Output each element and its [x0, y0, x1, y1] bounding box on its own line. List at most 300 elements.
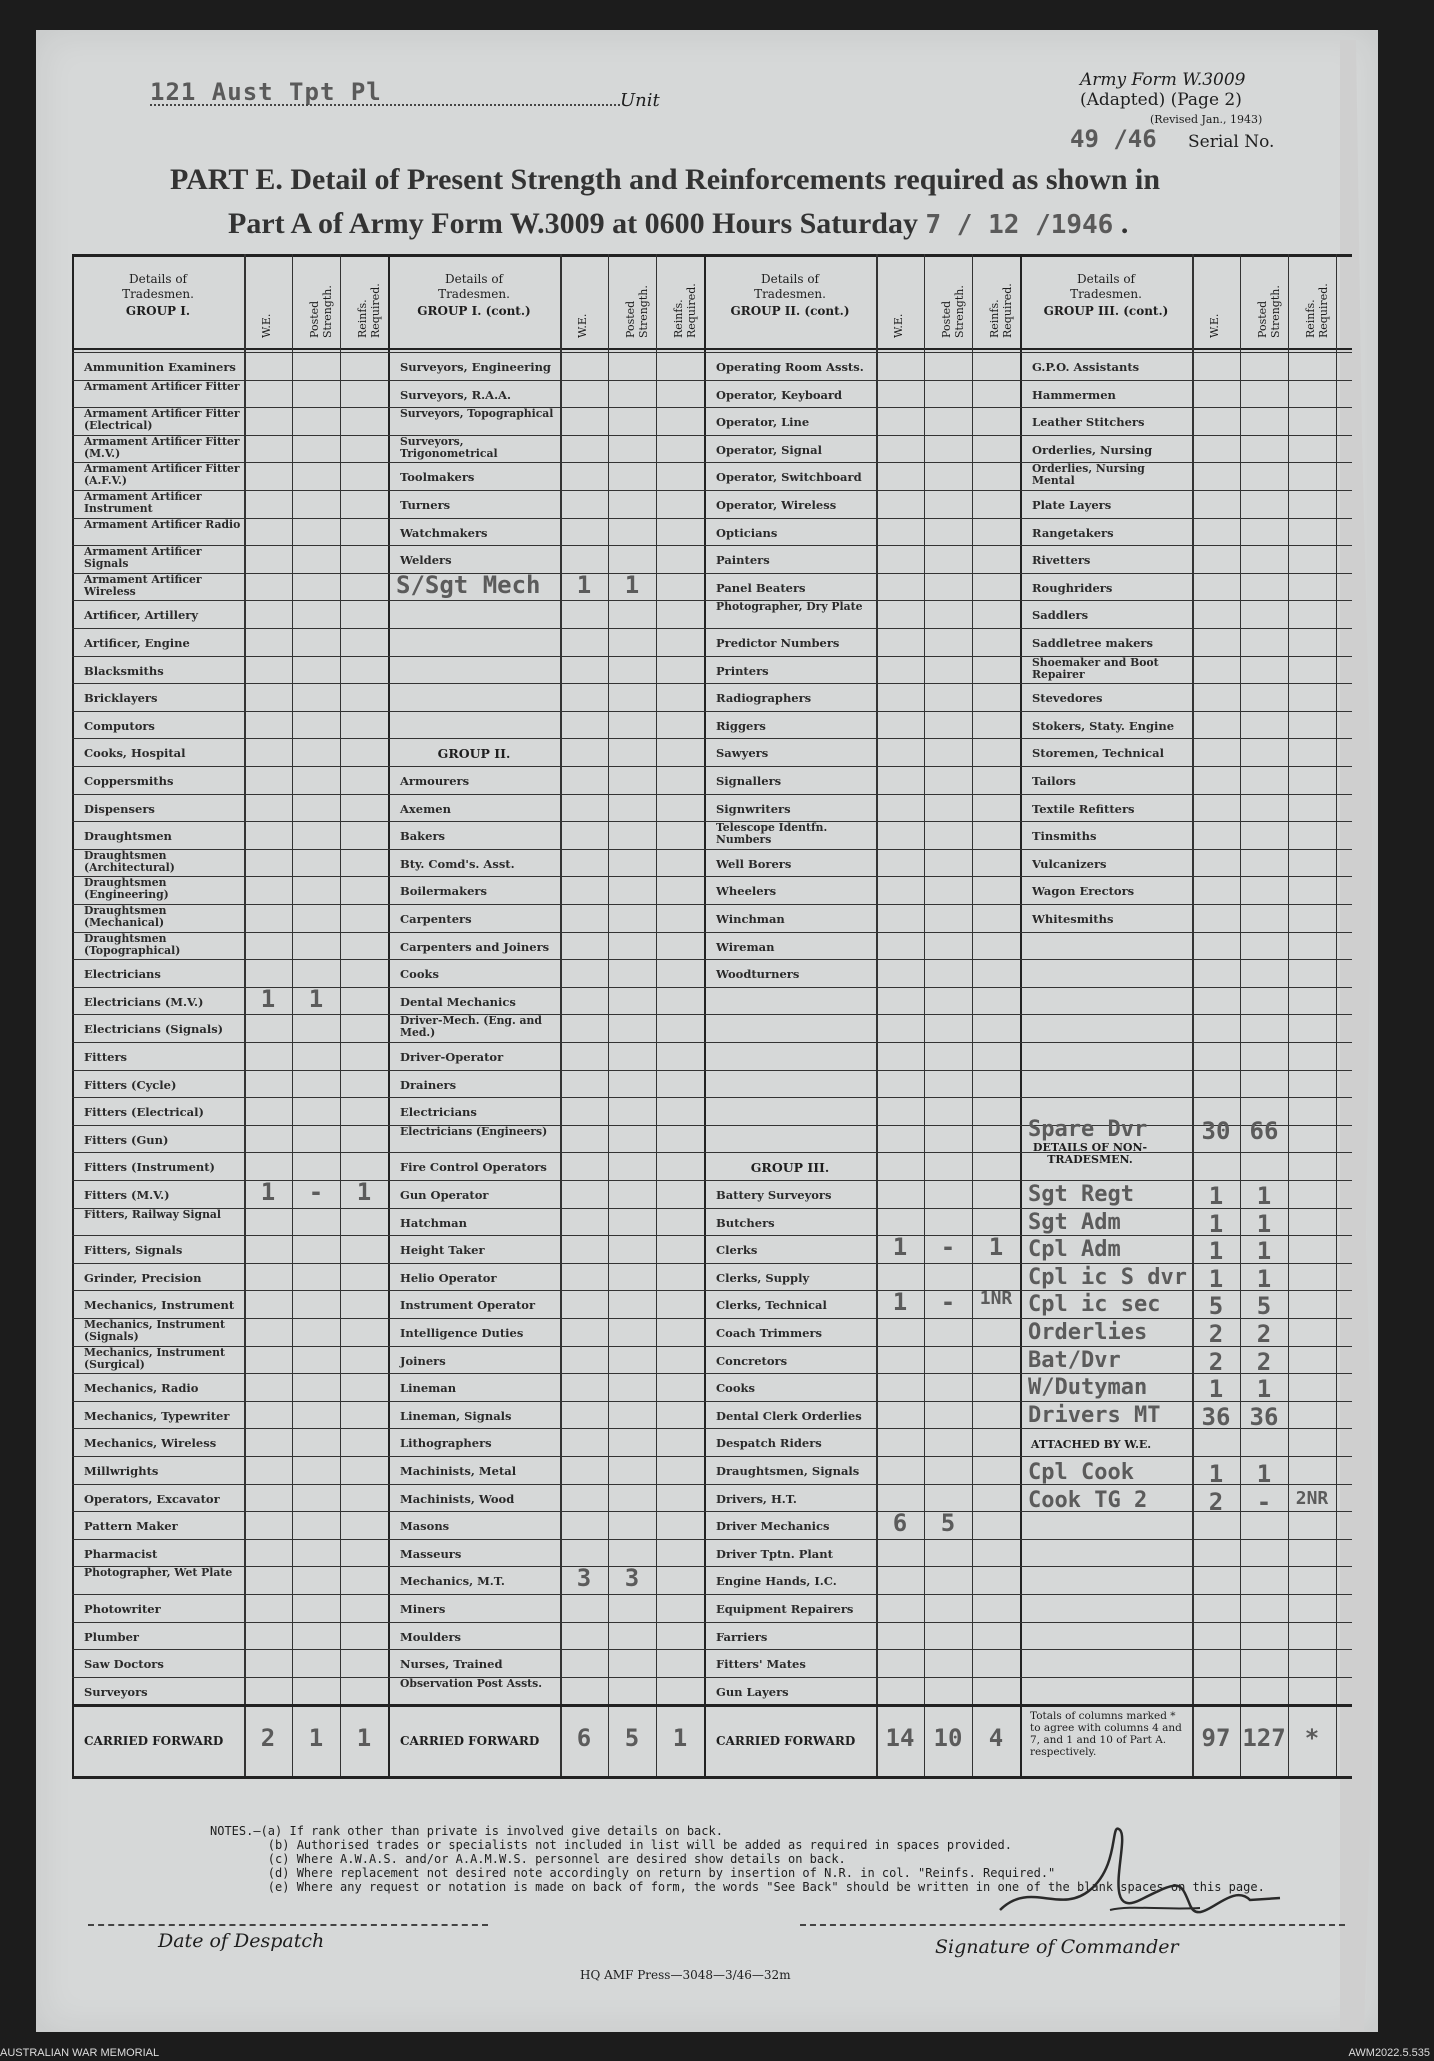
trade-row-label: Draughtsmen, Signals	[716, 1464, 860, 1478]
trade-row-label: Intelligence Duties	[400, 1326, 524, 1340]
trade-row-label: Grinder, Precision	[84, 1270, 202, 1285]
tradesmen-label: Tradesmen.	[754, 287, 826, 301]
entry-value: 1	[308, 984, 324, 1013]
non-tradesman-value: 2NR	[1295, 1487, 1329, 1509]
trade-row-label: Wireman	[716, 939, 775, 954]
row-rule	[72, 711, 1352, 712]
trade-row-label: Electricians (Engineers)	[400, 1124, 548, 1138]
entry-value: 1	[576, 570, 592, 599]
non-tradesman-value: 2	[1256, 1320, 1272, 1348]
row-rule	[72, 1263, 1352, 1264]
non-tradesman-value: 1	[1208, 1264, 1224, 1293]
entry-value: -	[940, 1288, 956, 1317]
trade-row-label: Cooks, Hospital	[84, 746, 186, 761]
row-rule	[72, 1401, 1352, 1402]
row-rule	[72, 1428, 1352, 1429]
tradesmen-label: Tradesmen.	[122, 287, 194, 301]
trade-row-label: Lineman	[400, 1381, 457, 1396]
non-tradesman-value: 1	[1208, 1209, 1224, 1238]
trade-row-label: Photographer, Dry Plate	[716, 600, 863, 614]
trade-row-label: Bty. Comd's. Asst.	[400, 856, 515, 871]
trade-row-label: Leather Stitchers	[1032, 415, 1145, 430]
trade-row-label: Drainers	[400, 1077, 457, 1092]
carried-forward-value: 2	[260, 1724, 276, 1753]
signature-of-commander-label: Signature of Commander	[935, 1936, 1179, 1958]
row-rule	[72, 1097, 1352, 1098]
entry-value: 1	[892, 1233, 908, 1262]
trade-row-label: Plumber	[84, 1629, 139, 1644]
non-tradesmen-heading: DETAILS OF NON-TRADESMEN.	[1032, 1141, 1148, 1167]
trade-row-label: Photographer, Wet Plate	[84, 1566, 233, 1580]
trade-row-label: Computors	[84, 718, 155, 733]
total-value: 97	[1201, 1724, 1231, 1753]
trade-row-label: Clerks, Supply	[716, 1270, 810, 1285]
non-tradesman-value: 2	[1256, 1347, 1272, 1376]
trade-row-label: Well Borers	[716, 856, 792, 871]
group-heading: GROUP III.	[750, 1160, 830, 1176]
despatch-line	[88, 1924, 488, 1926]
trade-row-label: G.P.O. Assistants	[1032, 360, 1140, 374]
row-rule	[72, 545, 1352, 546]
non-tradesman-value: 1	[1256, 1375, 1272, 1404]
non-tradesman-value: 36	[1201, 1402, 1231, 1431]
trade-row-label: Fitters (Instrument)	[84, 1160, 215, 1175]
archive-id: AWM2022.5.535	[1348, 2047, 1430, 2059]
trade-row-label: Mechanics, Typewriter	[84, 1408, 230, 1423]
non-tradesman-value: 66	[1249, 1116, 1279, 1145]
trade-row-label: Lithographers	[400, 1436, 492, 1451]
reinfs-required-header: Reinfs. Required.	[356, 283, 382, 338]
totals-note: Totals of columns marked * to agree with columns 4 and 7, and 1 and 10 of Part A. respectively.	[1030, 1710, 1182, 1759]
trade-row-label: Operator, Switchboard	[716, 470, 862, 485]
trade-row-label: Carpenters	[400, 912, 472, 926]
trade-row-label: Cooks	[716, 1381, 755, 1396]
row-rule	[72, 1042, 1352, 1043]
title-date: 7 / 12 /1946	[925, 210, 1114, 240]
row-rule	[72, 683, 1352, 684]
entry-value: -	[940, 1233, 956, 1262]
tradesmen-label: Tradesmen.	[1070, 287, 1142, 301]
trade-row-label: Nurses, Trained	[400, 1657, 503, 1672]
trade-row-label: Welders	[400, 553, 452, 568]
non-tradesman-value: 2	[1208, 1320, 1224, 1348]
carried-forward-value: 1	[356, 1724, 372, 1753]
trade-row-label: Fitters (Cycle)	[84, 1077, 177, 1092]
entry-value: 1	[624, 570, 640, 599]
trade-row-label: Saddlers	[1032, 608, 1089, 623]
we-header: W.E.	[1208, 313, 1221, 338]
trade-row-label: Moulders	[400, 1629, 462, 1644]
trade-row-label: Textile Refitters	[1032, 801, 1135, 816]
row-rule	[72, 1511, 1352, 1512]
total-value: 127	[1242, 1724, 1286, 1753]
title-line1: PART E. Detail of Present Strength and Reinforcements required as shown in	[170, 163, 1161, 196]
trade-row-label: Vulcanizers	[1032, 856, 1107, 871]
trade-row-label: Electricians (M.V.)	[84, 994, 204, 1009]
entry-value: 1NR	[979, 1288, 1013, 1310]
unit-dotted-line	[150, 104, 620, 106]
trade-row-label: Operating Room Assts.	[716, 360, 864, 374]
trade-row-label: Photowriter	[84, 1602, 161, 1616]
trade-row-label: Ammunition Examiners	[84, 360, 236, 374]
group-head: GROUP III. (cont.)	[1043, 304, 1169, 318]
row-rule	[72, 1622, 1352, 1623]
trade-row-label: Driver Tptn. Plant	[716, 1546, 833, 1561]
trade-row-label: Rangetakers	[1032, 525, 1114, 540]
attached-heading: ATTACHED BY W.E.	[1030, 1438, 1152, 1452]
details-of-label: Details of	[128, 272, 187, 286]
trade-row-label: Surveyors, Topographical	[400, 407, 554, 421]
trade-row-label: Printers	[716, 663, 769, 678]
trade-row-label: Hatchman	[400, 1215, 467, 1230]
non-tradesman-value: 1	[1256, 1237, 1272, 1266]
trade-row-label: Instrument Operator	[400, 1298, 536, 1313]
trade-row-label: Bakers	[400, 829, 445, 844]
reinfs-required-header: Reinfs. Required.	[1304, 283, 1330, 338]
trade-row-label: Cooks	[400, 967, 439, 982]
row-rule	[72, 1566, 1352, 1567]
unit-label: Unit	[620, 90, 660, 111]
non-tradesman-value: 1	[1256, 1460, 1272, 1488]
reinfs-required-header: Reinfs. Required.	[672, 283, 698, 338]
row-rule	[72, 1208, 1352, 1209]
row-rule	[72, 904, 1352, 905]
trade-row-label: Electricians	[84, 967, 161, 982]
trade-row-label: Stokers, Staty. Engine	[1032, 718, 1175, 733]
title-line2: Part A of Army Form W.3009 at 0600 Hours Saturday	[228, 207, 918, 240]
trade-row-label: Armourers	[400, 774, 470, 788]
trade-row-label: Signallers	[716, 774, 782, 788]
carried-forward-label: CARRIED FORWARD	[84, 1734, 224, 1749]
row-rule	[72, 1290, 1352, 1291]
unit-value: 121 Aust Tpt Pl	[150, 78, 382, 106]
non-tradesman-entry: Sgt Adm	[1028, 1209, 1121, 1235]
row-rule	[72, 1649, 1352, 1650]
trade-row-label: Stevedores	[1032, 691, 1103, 706]
trade-row-label: Equipment Repairers	[716, 1602, 854, 1616]
date-of-despatch-label: Date of Despatch	[158, 1930, 325, 1952]
tradesmen-label: Tradesmen.	[438, 287, 510, 301]
carried-forward-value: 4	[988, 1724, 1004, 1753]
trade-row-label: Blacksmiths	[84, 663, 164, 678]
trade-row-label: Operator, Line	[716, 415, 810, 430]
trade-row-label: Bricklayers	[84, 691, 158, 706]
trade-row-label: Predictor Numbers	[716, 636, 840, 650]
entry-value: 1	[988, 1233, 1004, 1262]
form-reference	[1080, 70, 1262, 130]
trade-row-label: Rivetters	[1032, 553, 1091, 568]
column-header-details	[1020, 272, 1192, 319]
column-header-details	[388, 272, 560, 319]
title-end: .	[1120, 207, 1129, 240]
non-tradesman-value: 1	[1256, 1264, 1272, 1293]
trade-row-label: Driver Mechanics	[716, 1519, 830, 1534]
trade-row-label: Armament Artificer Radio	[84, 517, 241, 531]
trade-row-label: Fitters, Railway Signal	[84, 1207, 222, 1221]
notes: NOTES.—(a) If rank other than private is involved give details on back. (b) Authorised trades or specialists not included in list will be added as required in spaces provided. (c) Where A.W.A.S. and/or A.A.M.W.S. personnel are desired show details on back. (d) Where replacement not desired note accordingly on return by insertion of N.R. in col. "Reinfs. Required." (e) Where any request or notation is made on back of form, the words "See Back" should be written in one of the blank spaces on this page.	[210, 1824, 1265, 1894]
row-rule	[72, 1070, 1352, 1071]
trade-row-label: Masseurs	[400, 1546, 462, 1561]
non-tradesman-value: 1	[1208, 1182, 1224, 1210]
trade-row-label: Turners	[400, 498, 451, 512]
trade-row-label: Armament Artificer Fitter (Electrical)	[84, 407, 240, 433]
trade-row-label: Drivers, H.T.	[716, 1491, 797, 1506]
non-tradesman-entry: W/Dutyman	[1028, 1375, 1148, 1401]
carried-forward-value: 10	[933, 1724, 963, 1753]
trade-row-label: Radiographers	[716, 691, 812, 706]
non-tradesman-entry: Orderlies	[1028, 1320, 1148, 1345]
row-rule	[72, 959, 1352, 960]
trade-row-label: Wheelers	[716, 884, 777, 899]
trade-row-label: Draughtsmen (Architectural)	[84, 848, 175, 874]
trade-row-label: Tailors	[1032, 774, 1076, 788]
trade-row-label: Armament Artificer Signals	[84, 545, 202, 571]
non-tradesman-entry: Bat/Dvr	[1028, 1347, 1121, 1373]
row-rule	[72, 573, 1352, 574]
trade-row-label: Boilermakers	[400, 884, 487, 899]
trade-row-label: Carpenters and Joiners	[400, 939, 550, 954]
trade-row-label: Draughtsmen	[84, 829, 172, 844]
carried-forward-value: 5	[624, 1724, 640, 1753]
we-header: W.E.	[260, 313, 273, 338]
commander-signature	[990, 1820, 1290, 1930]
row-rule	[72, 1456, 1352, 1457]
trade-row-label: Fitters (M.V.)	[84, 1188, 170, 1202]
trade-row-label: Machinists, Metal	[400, 1464, 517, 1478]
column-header-details	[704, 272, 876, 319]
details-of-label: Details of	[1076, 272, 1135, 286]
non-tradesman-value: 36	[1249, 1402, 1279, 1431]
trade-row-label: Draughtsmen (Mechanical)	[84, 904, 167, 929]
non-tradesman-value: 1	[1208, 1460, 1224, 1488]
trade-row-label: Concretors	[716, 1353, 788, 1368]
non-tradesman-value: -	[1256, 1487, 1272, 1516]
page-title	[170, 158, 1280, 247]
reinfs-required-header: Reinfs. Required.	[988, 283, 1014, 338]
group-head: GROUP I. (cont.)	[417, 304, 531, 318]
trade-row-label: Watchmakers	[400, 525, 488, 540]
non-tradesman-value: 1	[1256, 1209, 1272, 1238]
trade-row-label: Armament Artificer Fitter (M.V.)	[84, 434, 240, 460]
trade-row-label: Telescope Identfn. Numbers	[716, 821, 828, 847]
press-imprint: HQ AMF Press—3048—3/46—32m	[580, 1968, 791, 1982]
non-tradesman-value: 2	[1208, 1347, 1224, 1376]
non-tradesman-value: 5	[1256, 1292, 1272, 1321]
form-ref-line2: (Adapted) (Page 2)	[1080, 90, 1242, 110]
trade-row-label: Clerks, Technical	[716, 1298, 827, 1313]
row-rule	[72, 380, 1352, 381]
trade-row-label: Mechanics, Wireless	[84, 1436, 217, 1451]
row-rule	[72, 1318, 1352, 1319]
trade-row-label: Operator, Keyboard	[716, 387, 843, 402]
trade-row-label: Whitesmiths	[1032, 912, 1114, 926]
trade-row-label: Observation Post Assts.	[400, 1676, 542, 1690]
trade-row-label: Coach Trimmers	[716, 1326, 822, 1340]
table-top-rule	[72, 254, 1352, 257]
trade-row-label: Draughtsmen (Topographical)	[84, 931, 181, 957]
entry-value: -	[308, 1178, 324, 1206]
posted-strength-header: Posted Strength.	[624, 285, 650, 338]
trade-row-label: Fitters (Electrical)	[84, 1105, 204, 1120]
trade-row-label: Saddletree makers	[1032, 636, 1153, 650]
trade-row-label: Operator, Wireless	[716, 498, 837, 512]
trade-row-label: Riggers	[716, 718, 766, 733]
column-header-details	[72, 272, 244, 319]
posted-strength-header: Posted Strength.	[940, 285, 966, 338]
trade-row-label: Armament Artificer Fitter (A.F.V.)	[84, 462, 240, 488]
trade-row-label: Gun Layers	[716, 1684, 789, 1699]
trade-row-label: Mechanics, Radio	[84, 1381, 199, 1396]
carried-forward-top-rule	[72, 1704, 1352, 1707]
trade-row-label: Armament Artificer Wireless	[84, 572, 202, 598]
row-rule	[72, 932, 1352, 933]
non-tradesman-value: 1	[1208, 1237, 1224, 1266]
row-rule	[72, 1235, 1352, 1236]
trade-row-label: Electricians	[400, 1105, 477, 1120]
trade-row-label: Roughriders	[1032, 580, 1113, 595]
trade-row-label: Miners	[400, 1602, 446, 1616]
trade-row-label: Masons	[400, 1519, 450, 1534]
we-header: W.E.	[576, 313, 589, 338]
trade-row-label: Wagon Erectors	[1032, 884, 1135, 899]
trade-row-label: Surveyors, Trigonometrical	[400, 434, 498, 460]
we-header: W.E.	[892, 313, 905, 338]
form-ref-line1: Army Form W.3009	[1080, 70, 1246, 90]
trade-row-label: Height Taker	[400, 1243, 485, 1258]
non-tradesman-entry: Cpl ic S dvr	[1028, 1264, 1187, 1290]
trade-row-label: Tinsmiths	[1032, 829, 1097, 844]
trade-row-label: Orderlies, Nursing Mental	[1032, 462, 1145, 488]
trade-row-label: Driver-Mech. (Eng. and Med.)	[400, 1014, 542, 1040]
non-tradesman-value: 5	[1208, 1292, 1224, 1321]
row-rule	[72, 435, 1352, 436]
trade-row-label: Pattern Maker	[84, 1519, 178, 1534]
row-rule	[72, 490, 1352, 491]
trade-row-label: Surveyors	[84, 1684, 148, 1699]
non-tradesman-value: 1	[1208, 1375, 1224, 1404]
trade-row-label: Draughtsmen (Engineering)	[84, 876, 169, 902]
details-of-label: Details of	[760, 272, 819, 286]
row-rule	[72, 1373, 1352, 1374]
entry-value: 6	[892, 1509, 908, 1538]
group-head: GROUP II. (cont.)	[730, 304, 850, 318]
non-tradesman-entry: Drivers MT	[1028, 1402, 1161, 1428]
trade-row-label: Dispensers	[84, 801, 155, 816]
group-head: GROUP I.	[125, 304, 191, 318]
carried-forward-value: 1	[672, 1724, 688, 1753]
trade-row-label: Butchers	[716, 1215, 775, 1230]
row-rule	[72, 766, 1352, 767]
trade-row-label: Painters	[716, 553, 770, 568]
trade-row-label: Mechanics, Instrument (Signals)	[84, 1318, 225, 1343]
archive-credit: AUSTRALIAN WAR MEMORIAL	[0, 2047, 160, 2059]
non-tradesman-entry: Cpl Adm	[1028, 1237, 1121, 1263]
trade-row-label: Mechanics, M.T.	[400, 1574, 505, 1589]
trade-row-label: Dental Mechanics	[400, 994, 516, 1009]
trade-row-label: Orderlies, Nursing	[1032, 442, 1153, 457]
trade-row-label: Driver-Operator	[400, 1050, 504, 1064]
trade-row-label: Armament Artificer Fitter	[84, 379, 240, 393]
trade-row-label: Axemen	[400, 801, 451, 816]
posted-strength-header: Posted Strength.	[1256, 285, 1282, 338]
trade-row-label: Panel Beaters	[716, 580, 806, 595]
row-rule	[72, 1594, 1352, 1595]
total-value: *	[1304, 1724, 1320, 1753]
posted-strength-header: Posted Strength.	[308, 285, 334, 338]
row-rule	[72, 628, 1352, 629]
trade-row-label: Toolmakers	[400, 470, 475, 485]
entry-value: 1	[892, 1288, 908, 1317]
ssgt-mech-entry: S/Sgt Mech	[396, 570, 541, 599]
row-rule	[72, 876, 1352, 877]
trade-row-label: Surveyors, Engineering	[400, 360, 551, 374]
trade-row-label: Fitters' Mates	[716, 1657, 806, 1672]
trade-row-label: Gun Operator	[400, 1188, 489, 1202]
trade-row-label: Surveyors, R.A.A.	[400, 387, 512, 402]
trade-row-label: Fitters	[84, 1050, 128, 1064]
trade-row-label: Fitters, Signals	[84, 1243, 183, 1258]
trade-row-label: Fire Control Operators	[400, 1160, 547, 1175]
entry-value: 3	[576, 1564, 592, 1593]
title-line2-wrap	[170, 202, 1280, 247]
form-ref-line3: (Revised Jan., 1943)	[1150, 113, 1263, 126]
row-rule	[72, 1677, 1352, 1678]
trade-row-label: Plate Layers	[1032, 498, 1112, 512]
trade-row-label: Coppersmiths	[84, 774, 174, 788]
trade-row-label: Saw Doctors	[84, 1657, 164, 1672]
trade-row-label: Signwriters	[716, 801, 791, 816]
header-bottom-rule	[72, 348, 1352, 350]
trade-row-label: Lineman, Signals	[400, 1408, 512, 1423]
trade-row-label: Winchman	[716, 912, 785, 926]
row-rule	[72, 1152, 1352, 1153]
group-heading: GROUP II.	[437, 746, 511, 762]
trade-row-label: Operator, Signal	[716, 442, 822, 457]
row-rule	[72, 794, 1352, 795]
attached-entry: Cpl Cook	[1028, 1460, 1134, 1485]
row-rule	[72, 1014, 1352, 1015]
trade-row-label: Electricians (Signals)	[84, 1022, 224, 1037]
trade-row-label: Sawyers	[716, 746, 769, 761]
trade-row-label: Clerks	[716, 1243, 758, 1258]
trade-row-label: Machinists, Wood	[400, 1491, 515, 1506]
row-rule	[72, 738, 1352, 739]
trade-row-label: Opticians	[716, 525, 778, 540]
entry-value: 3	[624, 1564, 640, 1593]
entry-value: 1	[260, 1178, 276, 1206]
trade-row-label: Artificer, Artillery	[84, 608, 199, 623]
trade-row-label: Artificer, Engine	[84, 636, 190, 650]
trade-row-label: Fitters (Gun)	[84, 1132, 169, 1147]
non-tradesman-entry: Cpl ic sec	[1028, 1292, 1161, 1318]
carried-forward-value: 14	[885, 1724, 915, 1753]
row-rule	[72, 821, 1352, 822]
row-rule	[72, 518, 1352, 519]
serial-value: 49 /46	[1070, 125, 1157, 153]
row-rule	[72, 407, 1352, 408]
trade-row-label: Mechanics, Instrument (Surgical)	[84, 1345, 225, 1371]
entry-value: 1	[260, 984, 276, 1013]
attached-entry: Cook TG 2	[1028, 1487, 1148, 1513]
spare-dvr-entry: Spare Dvr	[1028, 1116, 1148, 1142]
row-rule	[72, 1484, 1352, 1485]
trade-row-label: Storemen, Technical	[1032, 746, 1164, 761]
non-tradesman-value: 2	[1208, 1487, 1224, 1516]
trade-row-label: Woodturners	[716, 967, 800, 982]
trade-row-label: Battery Surveyors	[716, 1188, 832, 1202]
trade-row-label: Operators, Excavator	[84, 1491, 220, 1506]
trade-row-label: Mechanics, Instrument	[84, 1298, 235, 1313]
